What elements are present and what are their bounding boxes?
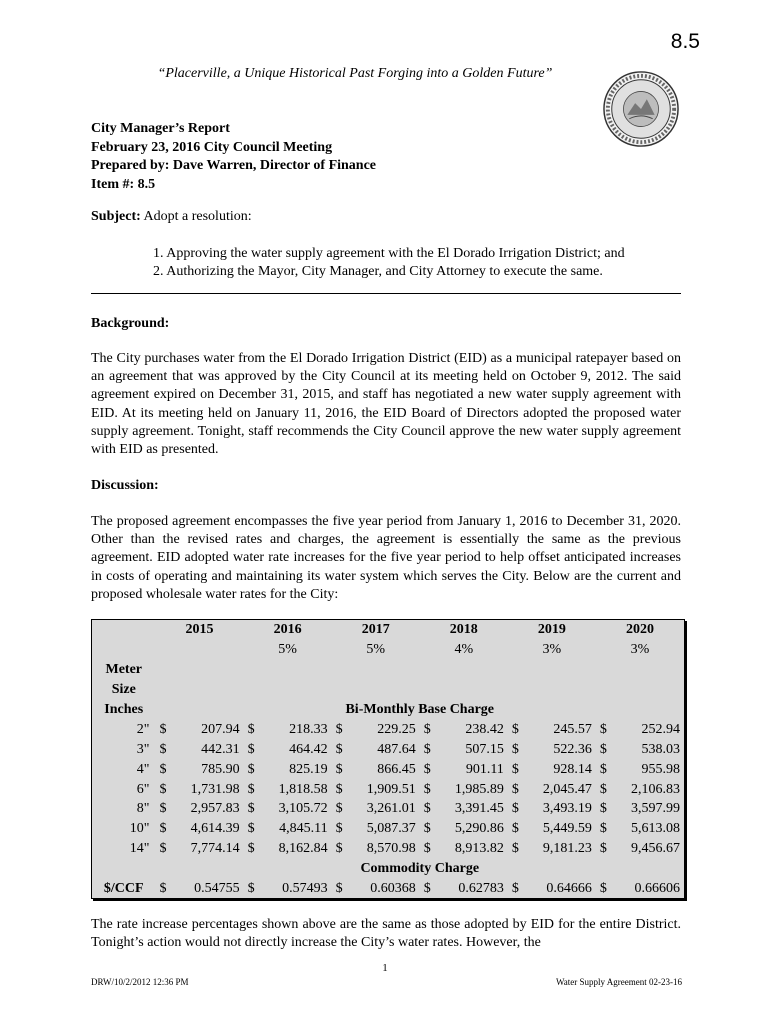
subject-text: Adopt a resolution: bbox=[143, 209, 252, 224]
currency-symbol: $ bbox=[335, 781, 343, 797]
ccf-value: 0.62783 bbox=[458, 881, 504, 897]
commodity-label: Commodity Charge bbox=[360, 861, 480, 877]
rate-value: 207.94 bbox=[201, 721, 240, 737]
rate-value: 2,957.83 bbox=[190, 801, 240, 817]
rate-value: 4,614.39 bbox=[190, 821, 240, 837]
currency-symbol: $ bbox=[335, 801, 343, 817]
currency-symbol: $ bbox=[511, 801, 519, 817]
currency-symbol: $ bbox=[247, 761, 255, 777]
rate-cell bbox=[508, 719, 596, 739]
rate-value: 8,913.82 bbox=[454, 841, 504, 857]
table-row bbox=[92, 779, 684, 799]
discussion-paragraph-continued: The rate increase percentages shown above are the same as those adopted by EID for the entire District. Tonight’s action would not directly increase the City’s water rates. However, the bbox=[91, 917, 681, 951]
year-header: 2017 bbox=[361, 622, 390, 638]
currency-symbol: $ bbox=[511, 881, 519, 897]
rate-value: 252.94 bbox=[641, 721, 680, 737]
rate-value: 3,493.19 bbox=[542, 801, 592, 817]
meter-size: 4" bbox=[136, 761, 150, 777]
rate-cell bbox=[420, 739, 508, 759]
prepared-by: Prepared by: Dave Warren, Director of Finance bbox=[91, 158, 377, 173]
rate-cell bbox=[244, 779, 332, 799]
rate-value: 5,613.08 bbox=[631, 821, 680, 837]
rate-cell bbox=[244, 819, 332, 839]
meter-size: 3" bbox=[136, 741, 150, 757]
currency-symbol: $ bbox=[511, 721, 519, 737]
rate-value: 9,456.67 bbox=[631, 841, 680, 857]
currency-symbol: $ bbox=[159, 881, 167, 897]
rate-cell bbox=[596, 759, 684, 779]
background-heading: Background: bbox=[91, 316, 170, 331]
currency-symbol: $ bbox=[599, 801, 607, 817]
increase-percent: 3% bbox=[542, 642, 562, 658]
rate-cell bbox=[156, 799, 244, 819]
report-header bbox=[91, 120, 376, 194]
rate-value: 866.45 bbox=[377, 761, 416, 777]
rate-cell bbox=[244, 839, 332, 859]
rate-value: 901.11 bbox=[465, 761, 504, 777]
increase-percent bbox=[156, 640, 244, 660]
rate-cell bbox=[596, 739, 684, 759]
currency-symbol: $ bbox=[599, 721, 607, 737]
currency-symbol: $ bbox=[599, 761, 607, 777]
rate-cell bbox=[332, 799, 420, 819]
rate-cell bbox=[420, 799, 508, 819]
currency-symbol: $ bbox=[247, 821, 255, 837]
rate-value: 442.31 bbox=[201, 741, 240, 757]
ccf-value: 0.60368 bbox=[370, 881, 416, 897]
meter-size: 8" bbox=[136, 801, 150, 817]
currency-symbol: $ bbox=[335, 761, 343, 777]
meter-size: 6" bbox=[136, 781, 150, 797]
table-row bbox=[92, 799, 684, 819]
currency-symbol: $ bbox=[159, 841, 167, 857]
rate-cell bbox=[508, 819, 596, 839]
rate-cell bbox=[244, 799, 332, 819]
rate-cell bbox=[420, 779, 508, 799]
subject-item-1: 1. Approving the water supply agreement with the El Dorado Irrigation District; and bbox=[153, 246, 625, 261]
currency-symbol: $ bbox=[159, 721, 167, 737]
rate-cell bbox=[596, 819, 684, 839]
year-header: 2015 bbox=[185, 622, 214, 638]
currency-symbol: $ bbox=[511, 821, 519, 837]
ccf-cell bbox=[508, 879, 596, 899]
background-paragraph: The City purchases water from the El Dorado Irrigation District (EID) as a municipal ratepayer based on an agreement that was approved by the City Council at its meeting held on October 9, 2012. The said agreement expired on December 31, 2015, and staff has negotiated a new water supply agreement with EID. At its meeting held on January 11, 2016, the EID Board of Directors adopted the proposed water supply agreement. Tonight, staff recommends the City Council approve the new water supply agreement with EID as presented. bbox=[91, 351, 681, 458]
currency-symbol: $ bbox=[423, 841, 431, 857]
subject-item-2: 2. Authorizing the Mayor, City Manager, and City Attorney to execute the same. bbox=[153, 264, 603, 279]
table-row bbox=[92, 819, 684, 839]
ccf-cell bbox=[156, 879, 244, 899]
rate-cell bbox=[596, 839, 684, 859]
table-row bbox=[92, 739, 684, 759]
rate-cell bbox=[156, 819, 244, 839]
currency-symbol: $ bbox=[247, 841, 255, 857]
city-seal-icon bbox=[602, 70, 680, 148]
currency-symbol: $ bbox=[599, 781, 607, 797]
rate-value: 1,985.89 bbox=[454, 781, 504, 797]
table-row bbox=[92, 719, 684, 739]
currency-symbol: $ bbox=[423, 761, 431, 777]
rate-cell bbox=[508, 779, 596, 799]
subject-line bbox=[91, 209, 252, 225]
table-row-percents bbox=[92, 640, 684, 660]
subject-label: Subject: bbox=[91, 209, 141, 224]
currency-symbol: $ bbox=[511, 761, 519, 777]
rate-cell bbox=[244, 739, 332, 759]
ccf-cell bbox=[332, 879, 420, 899]
increase-percent: 4% bbox=[454, 642, 474, 658]
currency-symbol: $ bbox=[423, 801, 431, 817]
footer-right: Water Supply Agreement 02-23-16 bbox=[556, 977, 682, 987]
rate-cell bbox=[508, 799, 596, 819]
rate-value: 8,162.84 bbox=[278, 841, 328, 857]
rate-value: 538.03 bbox=[641, 741, 680, 757]
rate-value: 1,731.98 bbox=[190, 781, 240, 797]
meter-size: 10" bbox=[129, 821, 150, 837]
currency-symbol: $ bbox=[159, 741, 167, 757]
rate-value: 1,909.51 bbox=[366, 781, 416, 797]
rate-cell bbox=[332, 819, 420, 839]
increase-percent: 5% bbox=[278, 642, 297, 658]
rate-value: 825.19 bbox=[289, 761, 328, 777]
rate-cell bbox=[156, 759, 244, 779]
increase-percent: 3% bbox=[630, 642, 650, 658]
item-number: 8.5 bbox=[670, 30, 700, 53]
year-header: 2019 bbox=[537, 622, 566, 638]
currency-symbol: $ bbox=[511, 781, 519, 797]
label-inches: Inches bbox=[104, 702, 144, 717]
currency-symbol: $ bbox=[335, 821, 343, 837]
rate-value: 5,290.86 bbox=[454, 821, 504, 837]
rate-value: 245.57 bbox=[553, 721, 592, 737]
ccf-cell bbox=[420, 879, 508, 899]
currency-symbol: $ bbox=[247, 721, 255, 737]
currency-symbol: $ bbox=[423, 881, 431, 897]
currency-symbol: $ bbox=[511, 741, 519, 757]
rate-cell bbox=[156, 779, 244, 799]
currency-symbol: $ bbox=[423, 721, 431, 737]
rate-cell bbox=[508, 739, 596, 759]
table-row bbox=[92, 759, 684, 779]
rate-value: 785.90 bbox=[201, 761, 240, 777]
currency-symbol: $ bbox=[599, 821, 607, 837]
rate-cell bbox=[596, 779, 684, 799]
rate-cell bbox=[244, 759, 332, 779]
rate-value: 238.42 bbox=[465, 721, 504, 737]
rate-value: 8,570.98 bbox=[366, 841, 416, 857]
label-size: Size bbox=[111, 682, 136, 698]
rate-cell bbox=[244, 719, 332, 739]
rate-cell bbox=[332, 759, 420, 779]
year-header: 2020 bbox=[625, 622, 654, 638]
rate-value: 3,391.45 bbox=[454, 801, 504, 817]
rate-cell bbox=[332, 719, 420, 739]
rate-cell bbox=[596, 719, 684, 739]
ccf-value: 0.54755 bbox=[194, 881, 240, 897]
currency-symbol: $ bbox=[423, 821, 431, 837]
rate-cell bbox=[420, 719, 508, 739]
currency-symbol: $ bbox=[247, 781, 255, 797]
rate-value: 229.25 bbox=[377, 721, 416, 737]
currency-symbol: $ bbox=[335, 881, 343, 897]
rate-value: 9,181.23 bbox=[542, 841, 592, 857]
rate-cell bbox=[420, 759, 508, 779]
base-charge-label: Bi-Monthly Base Charge bbox=[345, 702, 495, 717]
rate-cell bbox=[156, 719, 244, 739]
rate-cell bbox=[156, 839, 244, 859]
city-motto: “Placerville, a Unique Historical Past Forging into a Golden Future” bbox=[157, 66, 553, 81]
rate-value: 218.33 bbox=[289, 721, 328, 737]
currency-symbol: $ bbox=[247, 881, 255, 897]
discussion-heading: Discussion: bbox=[91, 478, 159, 493]
currency-symbol: $ bbox=[159, 821, 167, 837]
rate-rows bbox=[92, 719, 684, 858]
rate-value: 5,449.59 bbox=[542, 821, 592, 837]
table-row-ccf bbox=[92, 879, 684, 899]
ccf-value: 0.66606 bbox=[634, 881, 680, 897]
rate-value: 3,105.72 bbox=[278, 801, 328, 817]
currency-symbol: $ bbox=[599, 741, 607, 757]
meter-size: 2" bbox=[136, 721, 150, 737]
currency-symbol: $ bbox=[159, 761, 167, 777]
rate-value: 5,087.37 bbox=[366, 821, 416, 837]
discussion-paragraph: The proposed agreement encompasses the five year period from January 1, 2016 to December 31, 2020. Other than the revised rates and charges, the agreement is essentially the same as the previous agreement. EID adopted water rate increases for the five year period to help offset anticipated increases in costs of operating and maintaining its water system which serves the City. Below are the current and proposed wholesale water rates for the City: bbox=[91, 514, 681, 602]
report-title: City Manager’s Report bbox=[91, 121, 230, 136]
rate-value: 2,106.83 bbox=[631, 781, 680, 797]
rate-value: 487.64 bbox=[377, 741, 416, 757]
currency-symbol: $ bbox=[599, 881, 607, 897]
table-row-years bbox=[92, 620, 684, 640]
ccf-label: $/CCF bbox=[103, 881, 144, 897]
currency-symbol: $ bbox=[423, 781, 431, 797]
currency-symbol: $ bbox=[247, 801, 255, 817]
currency-symbol: $ bbox=[511, 841, 519, 857]
currency-symbol: $ bbox=[247, 741, 255, 757]
rate-value: 3,597.99 bbox=[631, 801, 680, 817]
table-row bbox=[92, 839, 684, 859]
page-number: 1 bbox=[382, 962, 388, 974]
divider bbox=[91, 293, 681, 294]
ccf-cell bbox=[244, 879, 332, 899]
water-rates-table bbox=[91, 619, 685, 899]
currency-symbol: $ bbox=[335, 741, 343, 757]
rate-cell bbox=[332, 739, 420, 759]
rate-value: 928.14 bbox=[553, 761, 592, 777]
rate-value: 2,045.47 bbox=[542, 781, 592, 797]
currency-symbol: $ bbox=[335, 841, 343, 857]
ccf-value: 0.64666 bbox=[546, 881, 592, 897]
rate-value: 1,818.58 bbox=[278, 781, 328, 797]
subject-list bbox=[153, 245, 625, 281]
rate-value: 464.42 bbox=[289, 741, 328, 757]
rate-cell bbox=[508, 759, 596, 779]
rate-value: 955.98 bbox=[641, 761, 680, 777]
label-meter: Meter bbox=[105, 662, 143, 678]
currency-symbol: $ bbox=[423, 741, 431, 757]
currency-symbol: $ bbox=[335, 721, 343, 737]
rate-cell bbox=[332, 839, 420, 859]
rate-cell bbox=[420, 839, 508, 859]
rate-cell bbox=[420, 819, 508, 839]
rate-value: 522.36 bbox=[553, 741, 592, 757]
footer-left: DRW/10/2/2012 12:36 PM bbox=[91, 977, 189, 987]
rate-value: 7,774.14 bbox=[190, 841, 240, 857]
increase-percent: 5% bbox=[366, 642, 386, 658]
rate-cell bbox=[156, 739, 244, 759]
rate-cell bbox=[332, 779, 420, 799]
rate-value: 507.15 bbox=[465, 741, 504, 757]
year-header: 2016 bbox=[273, 622, 302, 638]
rate-value: 3,261.01 bbox=[366, 801, 416, 817]
meter-size: 14" bbox=[129, 841, 150, 857]
currency-symbol: $ bbox=[159, 781, 167, 797]
rate-value: 4,845.11 bbox=[279, 821, 328, 837]
meeting-date: February 23, 2016 City Council Meeting bbox=[91, 139, 333, 155]
currency-symbol: $ bbox=[599, 841, 607, 857]
ccf-value: 0.57493 bbox=[282, 881, 328, 897]
currency-symbol: $ bbox=[159, 801, 167, 817]
year-header: 2018 bbox=[449, 622, 478, 638]
ccf-cell bbox=[596, 879, 684, 899]
rate-cell bbox=[508, 839, 596, 859]
item-line: Item #: 8.5 bbox=[91, 176, 156, 192]
rate-cell bbox=[596, 799, 684, 819]
